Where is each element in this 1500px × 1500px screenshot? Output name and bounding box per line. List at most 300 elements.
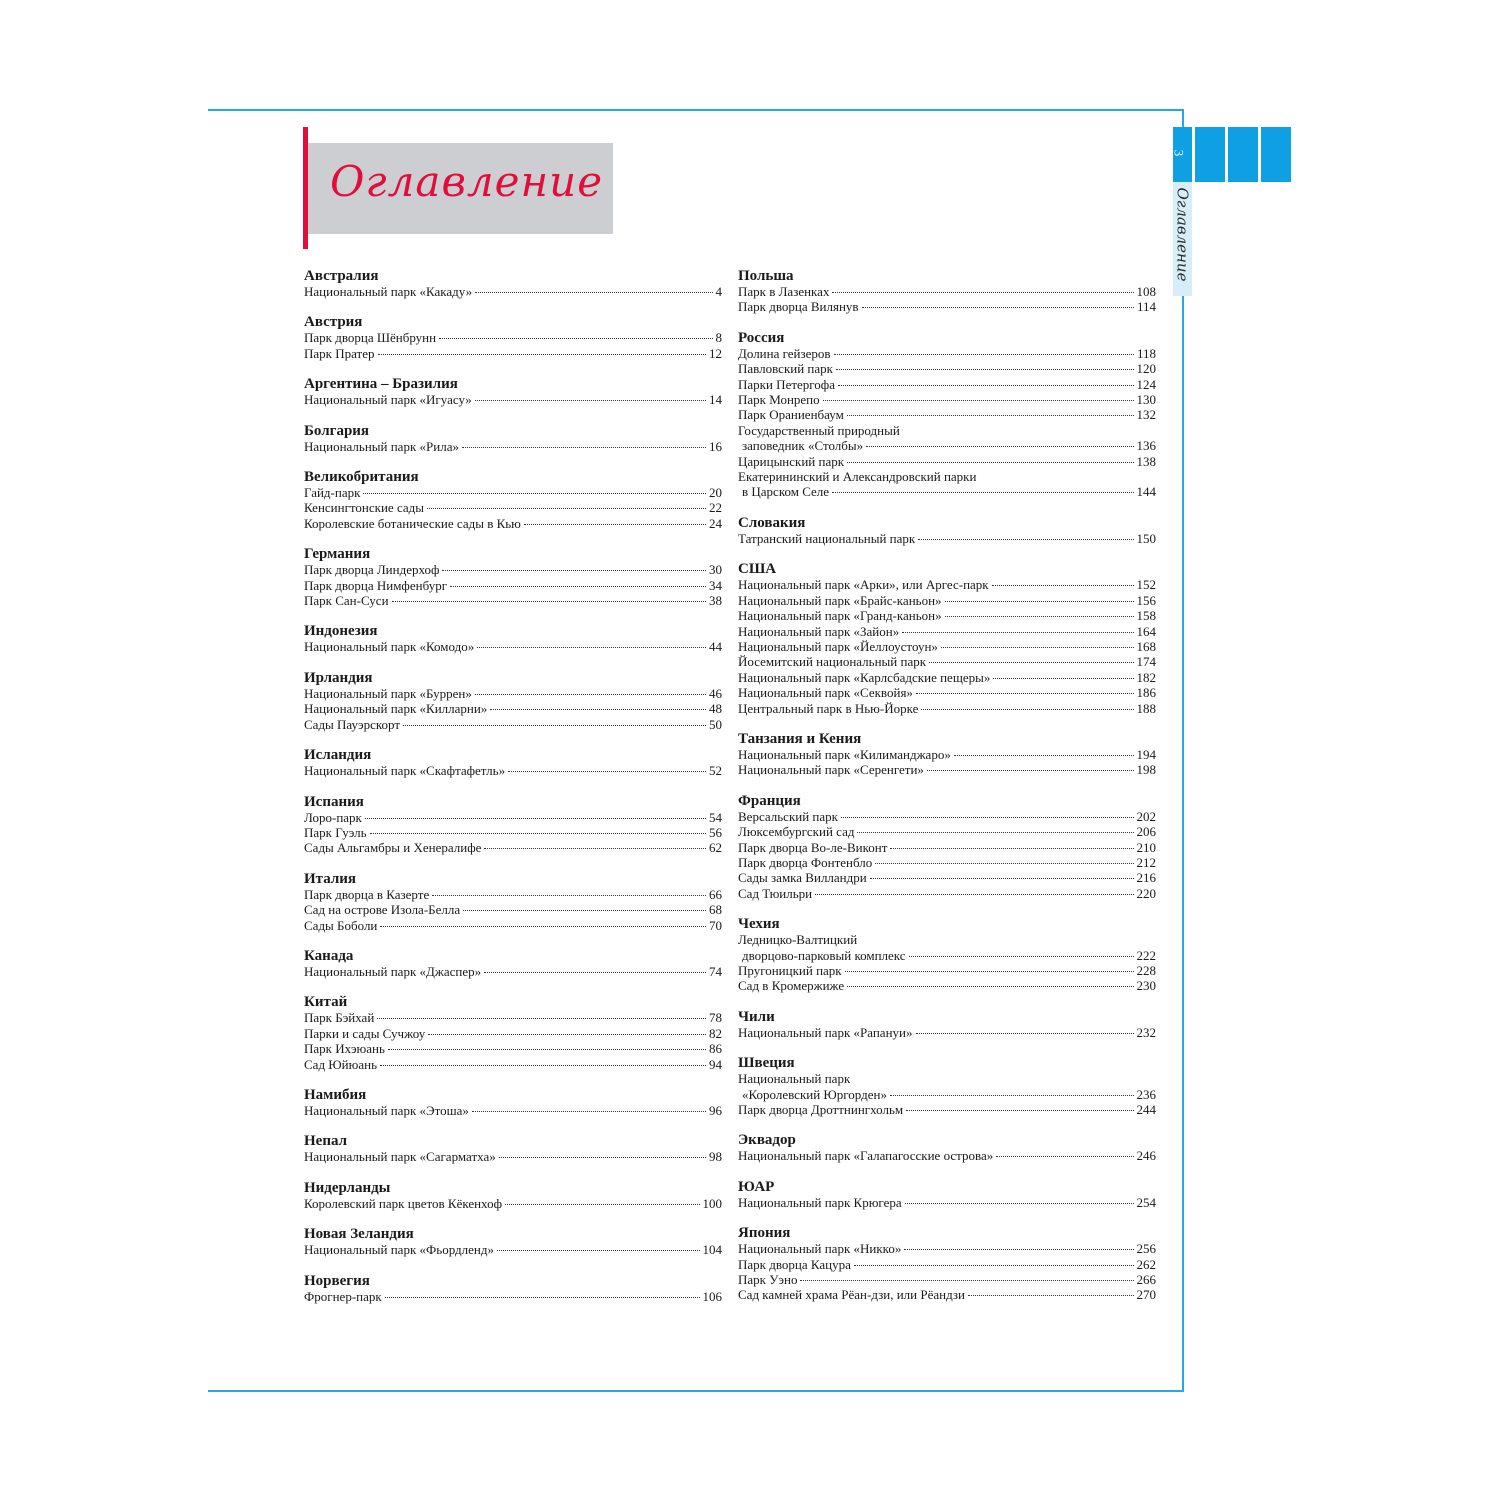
toc-entry[interactable]	[738, 1025, 1156, 1040]
dot-leader	[370, 833, 706, 834]
toc-entry-title: Национальный парк «Зайон»	[738, 623, 900, 639]
toc-page-number: 174	[1136, 654, 1156, 670]
dot-leader	[439, 338, 712, 339]
dot-leader	[377, 1018, 706, 1019]
toc-page-number: 78	[709, 1010, 722, 1026]
toc-page-number: 68	[709, 902, 722, 918]
toc-page-number: 182	[1136, 669, 1156, 685]
toc-entry[interactable]	[738, 1241, 1156, 1256]
toc-section	[304, 1133, 722, 1164]
toc-entry-title: Национальный парк «Игуасу»	[304, 392, 472, 408]
toc-entry[interactable]	[738, 886, 1156, 901]
toc-page-number: 62	[709, 840, 722, 856]
toc-entry[interactable]	[304, 717, 722, 732]
toc-section	[738, 1009, 1156, 1040]
toc-section	[738, 793, 1156, 901]
toc-entry[interactable]	[738, 948, 1156, 963]
toc-entry[interactable]	[738, 870, 1156, 885]
toc-entry-title: Парк дворца Нимфенбург	[304, 577, 448, 593]
dot-leader	[484, 848, 706, 849]
toc-page-number: 70	[709, 917, 722, 933]
toc-entry[interactable]	[738, 809, 1156, 824]
toc-entry-title: Национальный парк «Галапагосские острова»	[738, 1148, 994, 1164]
toc-section	[738, 330, 1156, 500]
chapter-tab	[1195, 127, 1225, 182]
toc-page-number: 100	[702, 1195, 722, 1211]
toc-country-heading: США	[738, 561, 777, 578]
toc-entry[interactable]	[738, 624, 1156, 639]
toc-entry[interactable]	[738, 1195, 1156, 1210]
toc-entry[interactable]	[738, 531, 1156, 546]
toc-entry-title: Сады Альгамбры и Хенералифе	[304, 840, 482, 856]
toc-entry[interactable]	[738, 670, 1156, 685]
toc-page-number: 244	[1136, 1102, 1156, 1118]
toc-entry[interactable]	[738, 855, 1156, 870]
toc-entry-title: Парк Монрепо	[738, 392, 820, 408]
toc-entry[interactable]	[738, 1287, 1156, 1302]
toc-entry-title: Парк дворца Во-ле-Виконт	[738, 839, 888, 855]
dot-leader	[499, 1157, 706, 1158]
toc-entry-title: Парки и сады Сучжоу	[304, 1025, 426, 1041]
toc-entry[interactable]	[738, 284, 1156, 299]
toc-country-heading: Чехия	[738, 916, 780, 933]
toc-page-number: 20	[709, 485, 722, 501]
page-number: 3	[1171, 149, 1187, 157]
toc-country-heading: Польша	[738, 268, 794, 284]
toc-page-number: 270	[1136, 1287, 1156, 1303]
toc-entry[interactable]	[304, 1041, 722, 1056]
side-section-label	[1173, 182, 1192, 296]
toc-entry-title: Парк Гуэль	[304, 824, 367, 840]
toc-page-number: 212	[1136, 854, 1156, 870]
toc-section	[304, 268, 722, 299]
dot-leader	[815, 894, 1133, 895]
toc-entry[interactable]	[738, 1087, 1156, 1102]
toc-page-number: 186	[1136, 685, 1156, 701]
toc-country-heading: Канада	[304, 947, 354, 964]
dot-leader	[905, 1203, 1134, 1204]
dot-leader	[929, 662, 1133, 663]
toc-entry[interactable]	[738, 299, 1156, 314]
toc-entry-title: дворцово-парковый комплекс	[742, 947, 906, 963]
toc-country-heading: Швеция	[738, 1055, 795, 1072]
dot-leader	[927, 770, 1134, 771]
toc-country-heading: Чили	[738, 1008, 775, 1025]
dot-leader	[996, 1156, 1133, 1157]
dot-leader	[832, 292, 1133, 293]
dot-leader	[428, 1034, 706, 1035]
toc-entry-title: Королевские ботанические сады в Кью	[304, 515, 521, 531]
toc-section	[738, 916, 1156, 994]
chapter-tab	[1261, 127, 1291, 182]
dot-leader	[832, 492, 1133, 493]
toc-section	[304, 994, 722, 1072]
page-title: Оглавление	[330, 157, 604, 206]
toc-entry-title: Национальный парк «Килиманджаро»	[738, 746, 951, 762]
toc-left-column	[304, 268, 722, 1319]
dot-leader	[906, 1110, 1133, 1111]
toc-entry-title: Национальный парк «Буррен»	[304, 685, 472, 701]
toc-entry[interactable]	[738, 608, 1156, 623]
dot-leader	[993, 678, 1133, 679]
page-number-tab	[1173, 127, 1192, 182]
dot-leader	[945, 616, 1134, 617]
toc-country-heading: Аргентина – Бразилия	[304, 376, 458, 393]
chapter-tab	[1228, 127, 1258, 182]
dot-leader	[392, 601, 706, 602]
dot-leader	[945, 601, 1134, 602]
toc-entry[interactable]	[738, 747, 1156, 762]
dot-leader	[472, 1111, 706, 1112]
toc-entry-title: Национальный парк «Рапануи»	[738, 1024, 913, 1040]
dot-leader	[902, 632, 1133, 633]
toc-entry[interactable]	[738, 978, 1156, 993]
toc-entry[interactable]	[304, 516, 722, 531]
toc-entry-title: Пругоницкий парк	[738, 963, 842, 978]
toc-entry[interactable]	[738, 1102, 1156, 1117]
toc-entry-title: Национальный парк «Гранд-каньон»	[738, 608, 942, 624]
toc-right-column	[738, 268, 1156, 1318]
toc-page-number: 164	[1136, 623, 1156, 639]
page-frame-top	[208, 109, 1183, 111]
dot-leader	[870, 878, 1134, 879]
toc-page-number: 256	[1136, 1241, 1156, 1257]
toc-page-number: 56	[709, 824, 722, 840]
toc-page-number: 14	[709, 392, 722, 408]
toc-entry[interactable]	[738, 484, 1156, 499]
toc-entry-title: Национальный парк «Арки», или Аргес-парк	[738, 577, 989, 593]
toc-entry-first-line: Ледницко-Валтицкий	[738, 932, 858, 948]
toc-entry[interactable]	[738, 346, 1156, 361]
toc-entry[interactable]	[738, 824, 1156, 839]
toc-page-number: 132	[1136, 407, 1156, 423]
toc-page-number: 254	[1136, 1194, 1156, 1210]
toc-entry-title: Парк дворца Вилянув	[738, 299, 859, 315]
dot-leader	[475, 400, 706, 401]
toc-entry-title: Сад в Кромержиже	[738, 978, 845, 994]
toc-entry[interactable]	[738, 407, 1156, 422]
toc-country-heading: Италия	[304, 870, 357, 887]
dot-leader	[875, 863, 1133, 864]
toc-entry-title: Долина гейзеров	[738, 345, 831, 361]
side-section-label-text: Оглавление	[1173, 187, 1192, 282]
toc-entry-title: Национальный парк «Килларни»	[304, 701, 488, 717]
toc-entry[interactable]	[738, 701, 1156, 716]
toc-section	[738, 1132, 1156, 1163]
toc-entry[interactable]	[304, 1289, 722, 1304]
toc-section	[304, 794, 722, 856]
toc-page-number: 222	[1136, 947, 1156, 963]
toc-entry[interactable]	[304, 1242, 722, 1257]
toc-section	[738, 1179, 1156, 1210]
toc-page-number: 158	[1136, 608, 1156, 624]
toc-page-number: 86	[709, 1041, 722, 1057]
dot-leader	[463, 910, 706, 911]
toc-entry[interactable]	[304, 639, 722, 654]
toc-entry-title: Парк Уэно	[738, 1272, 798, 1288]
toc-entry[interactable]	[304, 887, 722, 902]
toc-entry[interactable]	[738, 762, 1156, 777]
toc-section	[304, 469, 722, 531]
toc-entry[interactable]	[738, 377, 1156, 392]
toc-page-number: 194	[1136, 746, 1156, 762]
toc-entry-title: Парк Сан-Суси	[304, 593, 389, 609]
dot-leader	[854, 1265, 1134, 1266]
dot-leader	[477, 647, 706, 648]
toc-entry[interactable]	[304, 1057, 722, 1072]
toc-country-heading: ЮАР	[738, 1178, 775, 1195]
toc-entry[interactable]	[304, 500, 722, 515]
toc-entry[interactable]	[304, 485, 722, 500]
toc-entry[interactable]	[304, 346, 722, 361]
toc-entry[interactable]	[738, 361, 1156, 376]
dot-leader	[450, 586, 706, 587]
toc-entry[interactable]	[304, 1196, 722, 1211]
toc-page-number: 236	[1136, 1086, 1156, 1102]
toc-entry[interactable]	[304, 1010, 722, 1025]
toc-page-number: 246	[1136, 1148, 1156, 1164]
toc-entry-title: Сад камней храма Рёан-дзи, или Рёандзи	[738, 1287, 965, 1303]
toc-entry-title: Парк дворца Дроттнингхольм	[738, 1102, 904, 1118]
dot-leader	[497, 1250, 700, 1251]
toc-section	[738, 561, 1156, 716]
toc-entry[interactable]	[304, 763, 722, 778]
toc-entry-title: Лоро-парк	[304, 809, 362, 825]
toc-country-heading: Исландия	[304, 747, 372, 764]
toc-section	[738, 1225, 1156, 1303]
toc-entry[interactable]	[304, 392, 722, 407]
toc-entry-title: Сад Тюильри	[738, 885, 813, 901]
toc-entry-title: Парк Бэйхай	[304, 1010, 375, 1026]
toc-entry[interactable]	[304, 330, 722, 345]
dot-leader	[490, 709, 706, 710]
toc-entry-title: Сады Боболи	[304, 917, 378, 933]
toc-entry-title: Парк дворца в Казерте	[304, 886, 430, 902]
dot-leader	[388, 1049, 706, 1050]
toc-entry[interactable]	[738, 593, 1156, 608]
toc-country-heading: Испания	[304, 793, 364, 810]
toc-entry-title: Национальный парк «Фьордленд»	[304, 1242, 494, 1258]
toc-entry[interactable]	[304, 578, 722, 593]
toc-entry-title: Парк в Лазенках	[738, 284, 830, 299]
toc-entry-title: Парк Пратер	[304, 345, 375, 361]
title-box	[308, 143, 613, 234]
dot-leader	[378, 354, 707, 355]
dot-leader	[427, 508, 706, 509]
dot-leader	[403, 725, 706, 726]
toc-page-number: 216	[1136, 870, 1156, 886]
toc-entry-title: «Королевский Юргорден»	[742, 1086, 887, 1102]
toc-page-number: 96	[709, 1102, 722, 1118]
toc-entry-title: Сад Юйюань	[304, 1056, 377, 1072]
toc-section	[304, 623, 722, 654]
toc-section	[304, 871, 722, 933]
toc-entry-title: Национальный парк «Скафтафетль»	[304, 763, 506, 779]
toc-page-number: 46	[709, 685, 722, 701]
toc-section	[304, 1087, 722, 1118]
toc-page-number: 16	[709, 438, 722, 454]
dot-leader	[380, 926, 706, 927]
toc-page-number: 228	[1136, 963, 1156, 978]
toc-section	[304, 1273, 722, 1304]
toc-page-number: 50	[709, 716, 722, 732]
toc-entry[interactable]	[738, 438, 1156, 453]
toc-entry-title: Национальный парк «Сагарматха»	[304, 1149, 496, 1165]
toc-entry-title: Сады Пауэрскорт	[304, 716, 401, 732]
toc-entry-title: Павловский парк	[738, 361, 833, 377]
toc-page-number: 22	[709, 500, 722, 516]
toc-entry[interactable]	[738, 1148, 1156, 1163]
toc-entry-title: Парк дворца Фонтенбло	[738, 854, 873, 870]
toc-country-heading: Непал	[304, 1133, 348, 1150]
toc-country-heading: Россия	[738, 329, 785, 346]
toc-entry-title: Центральный парк в Нью-Йорке	[738, 700, 919, 716]
toc-entry-title: Национальный парк «Комодо»	[304, 639, 475, 655]
toc-entry[interactable]	[304, 840, 722, 855]
toc-page-number: 30	[709, 562, 722, 578]
toc-entry-title: Парк дворца Кацура	[738, 1256, 851, 1272]
toc-entry[interactable]	[738, 1272, 1156, 1287]
toc-entry[interactable]	[304, 964, 722, 979]
toc-entry-title: Йосемитский национальный парк	[738, 654, 927, 670]
toc-entry-title: Национальный парк «Секвойя»	[738, 685, 913, 701]
toc-country-heading: Словакия	[738, 514, 806, 531]
dot-leader	[380, 1065, 706, 1066]
toc-page-number: 104	[702, 1242, 722, 1258]
toc-entry[interactable]	[304, 701, 722, 716]
toc-entry-title: Татранский национальный парк	[738, 530, 916, 546]
toc-entry-title: Гайд-парк	[304, 485, 361, 501]
toc-page-number: 230	[1136, 978, 1156, 994]
toc-country-heading: Танзания и Кения	[738, 730, 862, 747]
dot-leader	[857, 832, 1133, 833]
dot-leader	[841, 817, 1134, 818]
toc-entry[interactable]	[304, 686, 722, 701]
toc-page-number: 136	[1136, 438, 1156, 454]
toc-page-number: 94	[709, 1056, 722, 1072]
toc-entry[interactable]	[738, 577, 1156, 592]
toc-entry-title: Королевский парк цветов Кёкенхоф	[304, 1195, 502, 1211]
toc-page-number: 188	[1136, 700, 1156, 716]
dot-leader	[847, 986, 1133, 987]
dot-leader	[836, 369, 1134, 370]
toc-page-number: 52	[709, 763, 722, 779]
toc-entry[interactable]	[304, 810, 722, 825]
dot-leader	[866, 446, 1133, 447]
dot-leader	[838, 385, 1134, 386]
toc-entry[interactable]	[304, 562, 722, 577]
toc-page-number: 124	[1136, 376, 1156, 392]
toc-page-number: 54	[709, 809, 722, 825]
toc-entry-title: Кенсингтонские сады	[304, 500, 424, 516]
toc-entry[interactable]	[304, 1149, 722, 1164]
toc-entry[interactable]	[738, 840, 1156, 855]
toc-entry-title: Царицынский парк	[738, 453, 845, 469]
toc-entry[interactable]	[304, 902, 722, 917]
toc-entry-title: Национальный парк «Этоша»	[304, 1102, 469, 1118]
toc-section	[304, 1226, 722, 1257]
toc-page-number: 144	[1136, 484, 1156, 500]
dot-leader	[862, 307, 1134, 308]
dot-leader	[909, 956, 1134, 957]
dot-leader	[834, 354, 1134, 355]
toc-country-heading: Германия	[304, 546, 371, 563]
toc-entry-title: Сад на острове Изола-Белла	[304, 902, 461, 918]
dot-leader	[847, 415, 1134, 416]
toc-entry-title: Парк дворца Шёнбрунн	[304, 330, 437, 346]
dot-leader	[890, 1095, 1134, 1096]
dot-leader	[475, 694, 706, 695]
toc-entry-title: Парк дворца Линдерхоф	[304, 562, 440, 578]
dot-leader	[992, 585, 1134, 586]
dot-leader	[524, 524, 706, 525]
toc-section	[304, 546, 722, 608]
toc-entry[interactable]	[738, 685, 1156, 700]
toc-entry[interactable]	[738, 654, 1156, 669]
toc-entry[interactable]	[304, 825, 722, 840]
dot-leader	[890, 848, 1133, 849]
toc-page-number: 152	[1136, 577, 1156, 593]
toc-entry[interactable]	[304, 439, 722, 454]
toc-section	[304, 747, 722, 778]
toc-page-number: 8	[715, 330, 722, 346]
toc-entry[interactable]	[304, 1026, 722, 1041]
toc-entry[interactable]	[304, 918, 722, 933]
toc-page-number: 48	[709, 701, 722, 717]
toc-entry-title: Фрогнер-парк	[304, 1288, 382, 1304]
toc-page-number: 34	[709, 577, 722, 593]
toc-page-number: 232	[1136, 1024, 1156, 1040]
toc-entry-title: Национальный парк «Никко»	[738, 1241, 902, 1257]
toc-page-number: 24	[709, 515, 722, 531]
toc-page-number: 138	[1136, 453, 1156, 469]
dot-leader	[823, 400, 1134, 401]
toc-entry[interactable]	[738, 454, 1156, 469]
toc-country-heading: Индонезия	[304, 623, 378, 640]
toc-entry[interactable]	[304, 1103, 722, 1118]
toc-country-heading: Франция	[738, 792, 801, 809]
dot-leader	[847, 462, 1133, 463]
dot-leader	[484, 972, 706, 973]
toc-section	[738, 731, 1156, 778]
dot-leader	[508, 771, 706, 772]
toc-page-number: 106	[702, 1288, 722, 1304]
dot-leader	[941, 647, 1134, 648]
dot-leader	[442, 570, 706, 571]
toc-page-number: 202	[1136, 808, 1156, 824]
dot-leader	[918, 539, 1133, 540]
toc-entry[interactable]	[304, 284, 722, 299]
dot-leader	[916, 1033, 1134, 1034]
toc-entry[interactable]	[738, 1257, 1156, 1272]
dot-leader	[505, 1204, 700, 1205]
toc-section	[304, 423, 722, 454]
toc-entry-title: Национальный парк «Рила»	[304, 438, 459, 454]
toc-entry[interactable]	[738, 639, 1156, 654]
toc-entry[interactable]	[738, 963, 1156, 978]
dot-leader	[845, 971, 1134, 972]
page-frame-right	[1182, 109, 1184, 1392]
toc-entry-title: Национальный парк «Йеллоустоун»	[738, 638, 938, 654]
dot-leader	[365, 818, 706, 819]
toc-entry[interactable]	[738, 392, 1156, 407]
toc-page-number: 12	[709, 345, 722, 361]
toc-entry[interactable]	[304, 593, 722, 608]
toc-country-heading: Норвегия	[304, 1272, 370, 1289]
toc-page-number: 168	[1136, 638, 1156, 654]
toc-country-heading: Болгария	[304, 422, 370, 439]
toc-country-heading: Новая Зеландия	[304, 1226, 414, 1243]
